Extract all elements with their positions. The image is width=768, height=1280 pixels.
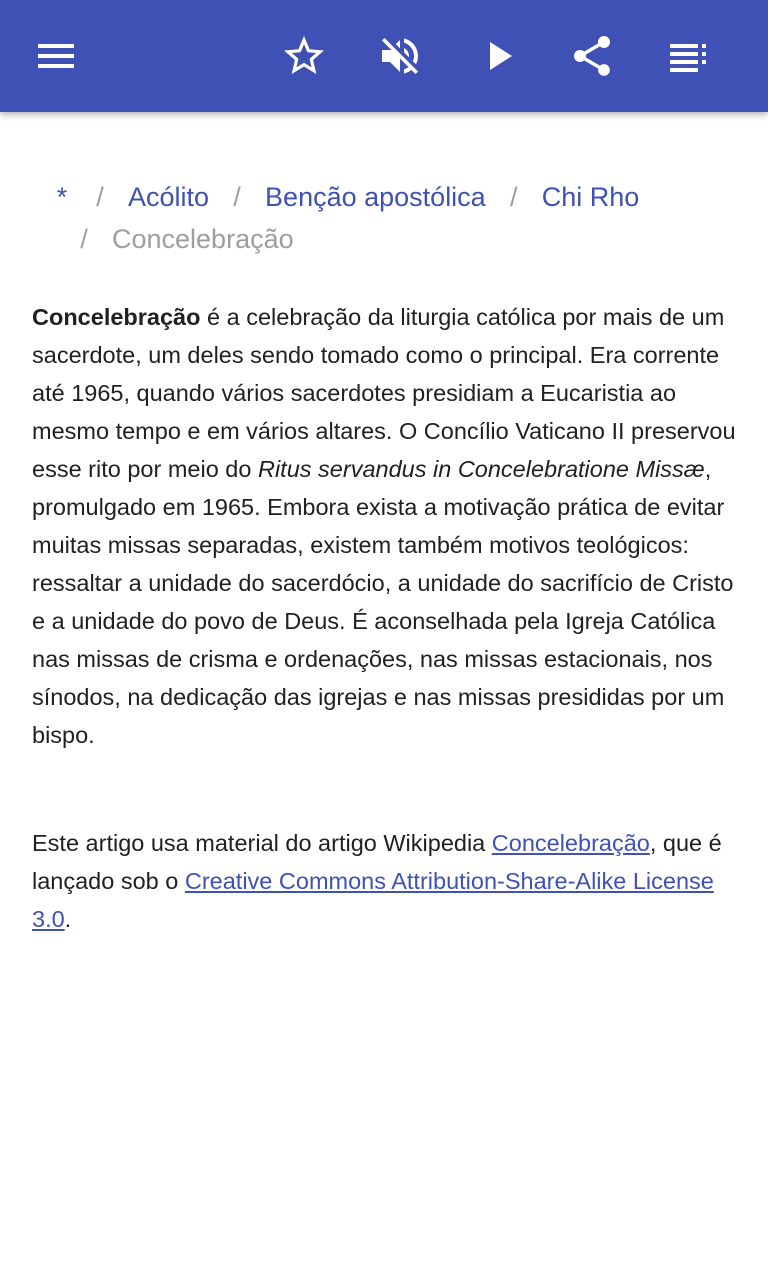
breadcrumb-current: Concelebração [112,224,294,254]
article-italic-title: Ritus servandus in Concelebratione Missæ [257,456,705,482]
attribution-paragraph [32,824,738,938]
breadcrumb-separator: / [509,182,518,212]
breadcrumb-separator: / [233,182,241,212]
star-outline-icon [280,32,328,80]
mute-button[interactable] [360,0,440,112]
attribution-text: , que é lançado sob o [32,830,722,894]
breadcrumb [32,176,736,260]
play-button[interactable] [458,0,538,112]
app-toolbar [0,0,768,112]
share-button[interactable] [552,0,632,112]
favorite-button[interactable] [264,0,344,112]
article-text-part: , promulgado em 1965. Embora exista a motivação prática de evitar muitas missas separadas, existem também motivos teológicos: ressaltar a unidade do sacerdócio, a unidade do sacrifício de Cristo e a unidade do povo de Deus. É aconselhada pela Igreja Católica nas missas de crisma e ordenações, nas missas estacionais, nos sínodos, na dedicação das igrejas e nas missas presididas por um bispo. [32,456,734,748]
menu-icon [32,32,80,80]
breadcrumb-separator: / [96,182,104,212]
attribution-text: Este artigo usa material do artigo Wikipedia [32,830,492,856]
playlist-icon [664,32,712,80]
breadcrumb-link-bencao-apostolica[interactable]: Benção apostólica [265,182,486,212]
article-paragraph [32,298,738,754]
breadcrumb-separator: / [80,224,88,254]
share-icon [568,32,616,80]
volume-off-icon [376,32,424,80]
attribution-text: . [64,906,72,932]
breadcrumb-link-acolito[interactable]: Acólito [128,182,210,212]
breadcrumb-link-chi-rho[interactable]: Chi Rho [541,182,640,212]
play-icon [474,32,522,80]
article-content [32,298,738,938]
wikipedia-article-link[interactable]: Concelebração [491,830,650,856]
breadcrumb-link-home[interactable]: * [56,182,68,212]
contents-button[interactable] [648,0,728,112]
article-term: Concelebração [32,304,201,330]
article-text-part: é a celebração da liturgia católica por mais de um sacerdote, um deles sendo tomado como o principal. Era corrente até 1965, quando vários sacerdotes presidiam a Eucaristia ao mesmo tempo e em vários altares. O Concílio Vaticano II preservou esse rito por meio do [32,304,736,482]
license-link[interactable]: Creative Commons Attribution-Share-Alike License 3.0 [32,868,714,932]
menu-button[interactable] [16,0,96,112]
